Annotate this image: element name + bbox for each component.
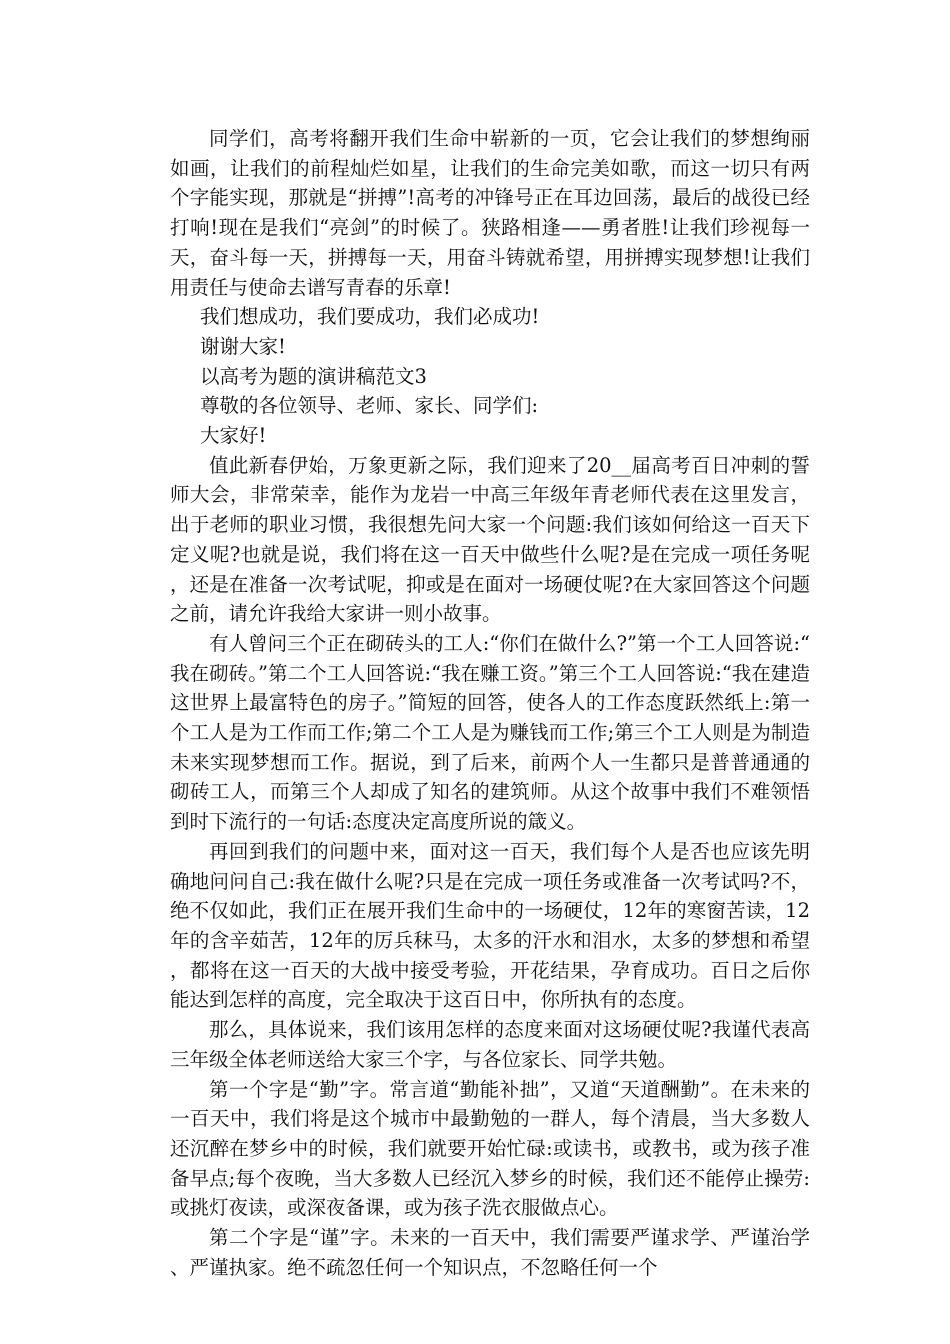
paragraph-first-word-diligence: 第一个字是“勤”字。常言道“勤能补拙”，又道“天道酬勤”。在未来的一百天中，我们将是这个城市中最勤勉的一群人，每个清晨，当大多数人还沉醉在梦乡中的时候，我们就要开始忙碌:或读书，或教书，或为孩子准备早点;每个夜晚，当大多数人已经沉入梦乡的时候，我们还不能停止操劳:或挑灯夜读，或深夜备课，或为孩子洗衣服做点心。 [170,1077,810,1220]
paragraph-second-word-rigor: 第二个字是“谨”字。未来的一百天中，我们需要严谨求学、严谨治学、严谨执家。绝不疏忽任何一个知识点，不忽略任何一个 [170,1226,810,1279]
section-heading-speech-3: 以高考为题的演讲稿范文3 [200,364,427,388]
paragraph-closing-appeal: 同学们，高考将翻开我们生命中崭新的一页，它会让我们的梦想绚丽如画，让我们的前程灿烂如星，让我们的生命完美如歌，而这一切只有两个字能实现，那就是“拼搏”!高考的冲锋号正在耳边回荡，最后的战役已经打响!现在是我们“亮剑”的时候了。狭路相逢——勇者胜!让我们珍视每一天，奋斗每一天，拼搏每一天，用奋斗铸就希望，用拼搏实现梦想!让我们用责任与使命去谱写青春的乐章! [170,127,810,299]
paragraph-salutation: 尊敬的各位领导、老师、家长、同学们: [200,394,539,418]
paragraph-bricklayer-story: 有人曾问三个正在砌砖头的工人:“你们在做什么?”第一个工人回答说:“我在砌砖。”第二个工人回答说:“我在赚工资。”第三个工人回答说:“我在建造这世界上最富特色的房子。”简短的回答，使各人的工作态度跃然纸上:第一个工人是为工作而工作;第二个工人是为赚钱而工作;第三个工人则是为制造未来实现梦想而工作。据说，到了后来，前两个人一生都只是普普通通的砌砖工人，而第三个人却成了知名的建筑师。从这个故事中我们不难领悟到时下流行的一句话:态度决定高度所说的箴义。 [170,631,810,834]
paragraph-three-words-intro: 那么，具体说来，我们该用怎样的态度来面对这场硬仗呢?我谨代表高三年级全体老师送给大家三个字，与各位家长、同学共勉。 [170,1018,810,1071]
paragraph-thanks: 谢谢大家! [200,334,286,358]
paragraph-greeting: 大家好! [200,424,267,448]
paragraph-back-to-question: 再回到我们的问题中来，面对这一百天，我们每个人是否也应该先明确地问问自己:我在做什么呢?只是在完成一项任务或准备一次考试吗?不，绝不仅如此，我们正在展开我们生命中的一场硬仗，12年的寒窗苦读，12年的含辛茹苦，12年的厉兵秣马，太多的汗水和泪水，太多的梦想和希望，都将在这一百天的大战中接受考验，开花结果，孕育成功。百日之后你能达到怎样的高度，完全取决于这百日中，你所执有的态度。 [170,839,810,1012]
paragraph-opening: 值此新春伊始，万象更新之际，我们迎来了20__届高考百日冲刺的誓师大会，非常荣幸，能作为龙岩一中高三年级年青老师代表在这里发言，出于老师的职业习惯，我很想先问大家一个问题:我们该如何给这一百天下定义呢?也就是说，我们将在这一百天中做些什么呢?是在完成一项任务呢，还是在准备一次考试呢，抑或是在面对一场硬仗呢?在大家回答这个问题之前，请允许我给大家讲一则小故事。 [170,453,810,626]
paragraph-success-slogan: 我们想成功，我们要成功，我们必成功! [200,305,540,329]
document-body [170,124,810,1282]
